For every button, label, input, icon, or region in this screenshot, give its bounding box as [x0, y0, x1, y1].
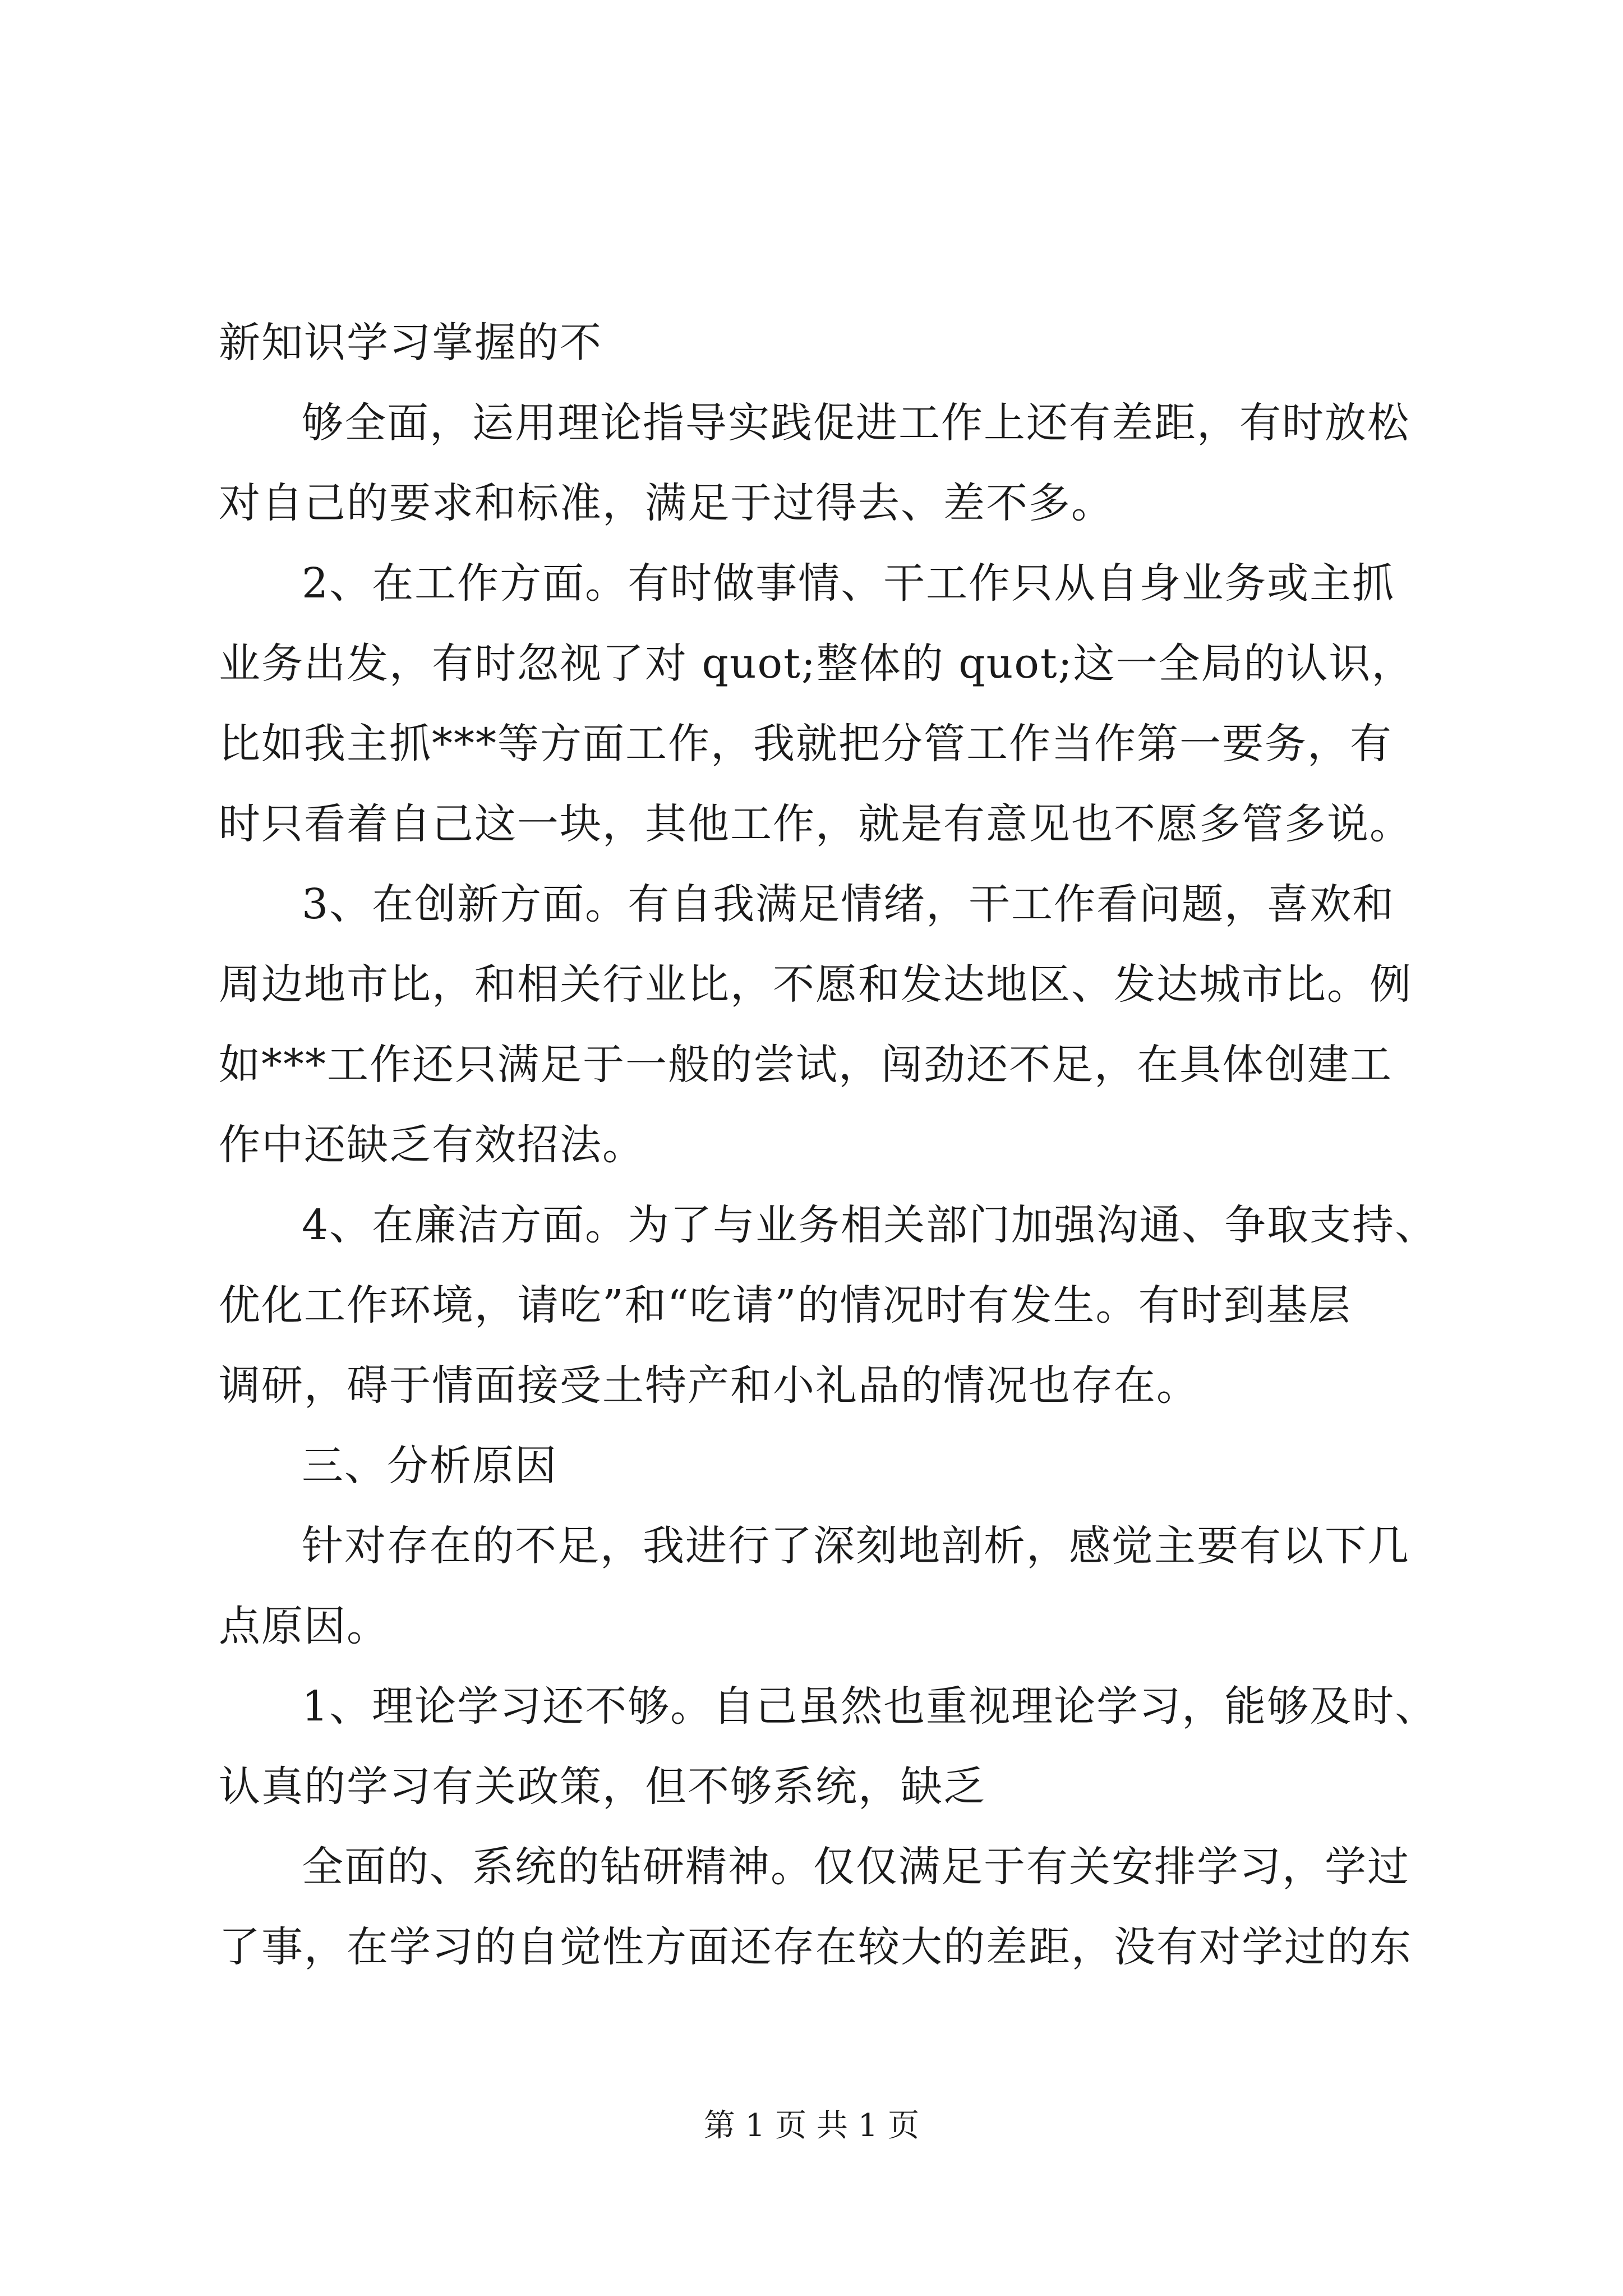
- body-line: 全面的、系统的钻研精神。仅仅满足于有关安排学习，学过: [302, 1843, 1410, 1891]
- body-line: 对自己的要求和标准，满足于过得去、差不多。: [219, 479, 1114, 527]
- document-body: [219, 303, 1441, 1987]
- body-line: 作中还缺乏有效招法。: [219, 1121, 645, 1169]
- body-line: 针对存在的不足，我进行了深刻地剖析，感觉主要有以下几: [302, 1522, 1410, 1570]
- body-line: 时只看着自己这一块，其他工作，就是有意见也不愿多管多说。: [219, 800, 1412, 848]
- body-line: 4、在廉洁方面。为了与业务相关部门加强沟通、争取支持、: [302, 1201, 1438, 1249]
- body-line: 够全面，运用理论指导实践促进工作上还有差距，有时放松: [302, 399, 1410, 447]
- page-number-label: 第 1 页 共 1 页: [703, 2108, 920, 2144]
- body-line: 周边地市比，和相关行业比，不愿和发达地区、发达城市比。例: [219, 960, 1412, 1009]
- body-line: 业务出发，有时忽视了对 quot;整体的 quot;这一全局的认识，: [219, 639, 1414, 688]
- body-line: 1、理论学习还不够。自己虽然也重视理论学习，能够及时、: [302, 1682, 1438, 1731]
- page-footer: [0, 2104, 1623, 2148]
- body-line: 3、在创新方面。有自我满足情绪，干工作看问题，喜欢和: [302, 880, 1395, 928]
- body-line: 如***工作还只满足于一般的尝试，闯劲还不足，在具体创建工: [219, 1041, 1393, 1089]
- body-line: 优化工作环境，请吃”和“吃请”的情况时有发生。有时到基层: [219, 1281, 1352, 1329]
- section-heading: 三、分析原因: [302, 1442, 557, 1490]
- body-line: 认真的学习有关政策，但不够系统，缺乏: [219, 1763, 986, 1811]
- body-line: 点原因。: [219, 1602, 389, 1650]
- body-line: 新知识学习掌握的不: [219, 319, 602, 367]
- body-line: 了事，在学习的自觉性方面还存在较大的差距，没有对学过的东: [219, 1923, 1412, 1971]
- body-line: 调研，碍于情面接受土特产和小礼品的情况也存在。: [219, 1361, 1199, 1410]
- body-line: 比如我主抓***等方面工作，我就把分管工作当作第一要务，有: [219, 720, 1393, 768]
- body-line: 2、在工作方面。有时做事情、干工作只从自身业务或主抓: [302, 559, 1395, 608]
